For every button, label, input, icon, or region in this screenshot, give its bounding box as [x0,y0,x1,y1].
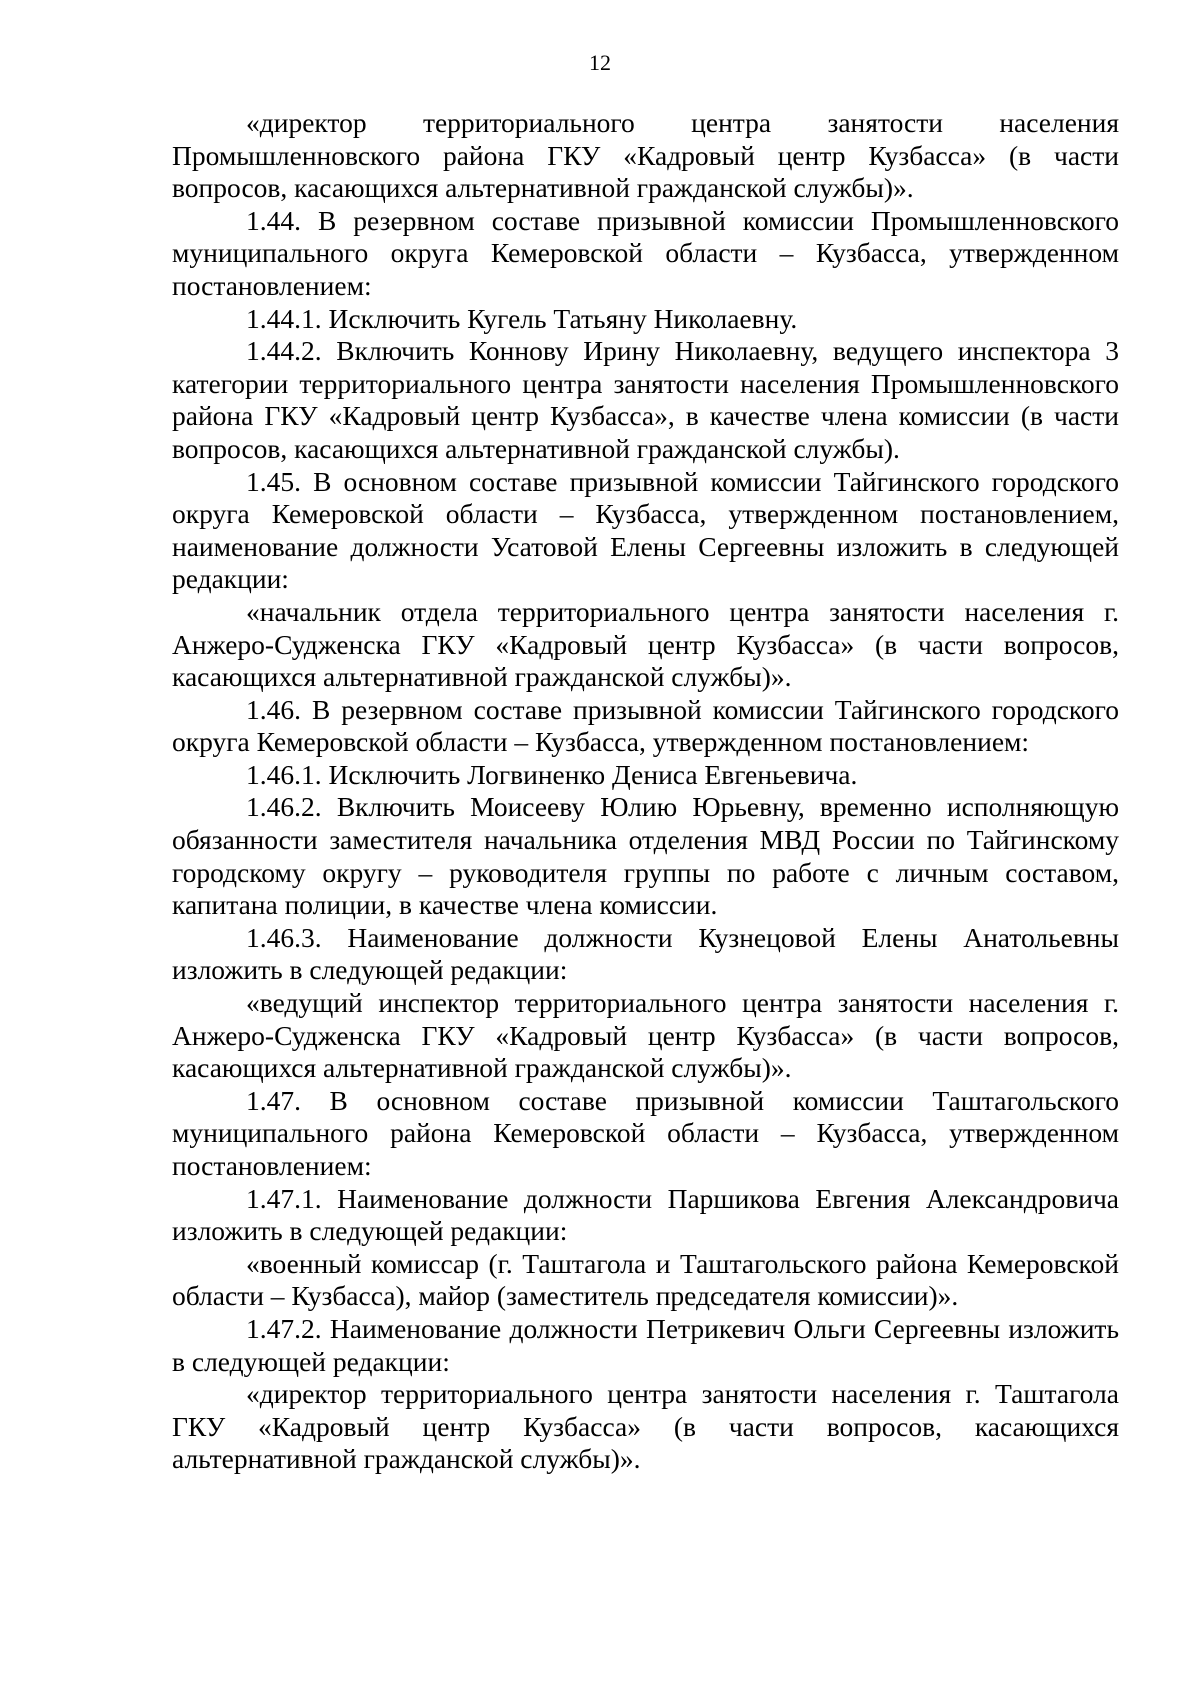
paragraph-military-commissar: «военный комиссар (г. Таштагола и Таштагольского района Кемеровской области – Кузбасса), майор (заместитель председателя комиссии)». [172,1247,1119,1312]
paragraph-1-46: 1.46. В резервном составе призывной комиссии Тайгинского городского округа Кемеровской области – Кузбасса, утвержденном постановлением: [172,693,1119,758]
paragraph-1-45: 1.45. В основном составе призывной комиссии Тайгинского городского округа Кемеровской области – Кузбасса, утвержденном постановлением, наименование должности Усатовой Елены Сергеевны изложить в следующей редакции: [172,465,1119,595]
paragraph-1-46-2: 1.46.2. Включить Моисееву Юлию Юрьевну, временно исполняющую обязанности заместителя начальника отделения МВД России по Тайгинскому городскому округу – руководителя группы по работе с личным составом, капитана полиции, в качестве члена комиссии. [172,791,1119,921]
paragraph-director-tashtagol: «директор территориального центра занятости населения г. Таштагола ГКУ «Кадровый центр Кузбасса» (в части вопросов, касающихся альтернативной гражданской службы)». [172,1378,1119,1475]
paragraph-director-promyshlennovsky: «директор территориального центра занятости населения Промышленновского района ГКУ «Кадровый центр Кузбасса» (в части вопросов, касающихся альтернативной гражданской службы)». [172,107,1119,204]
paragraph-head-of-department: «начальник отдела территориального центра занятости населения г. Анжеро-Судженска ГКУ «Кадровый центр Кузбасса» (в части вопросов, касающихся альтернативной гражданской службы)». [172,595,1119,693]
paragraph-1-44-1: 1.44.1. Исключить Кугель Татьяну Николаевну. [246,302,798,334]
page-number: 12 [589,50,611,75]
document-body [172,107,1119,1476]
paragraph-1-47: 1.47. В основном составе призывной комиссии Таштагольского муниципального района Кемеровской области – Кузбасса, утвержденном постановлением: [172,1084,1119,1181]
paragraph-1-44: 1.44. В резервном составе призывной комиссии Промышленновского муниципального округа Кемеровской области – Кузбасса, утвержденном постановлением: [172,204,1119,301]
paragraph-1-47-2: 1.47.2. Наименование должности Петрикевич Ольги Сергеевны изложить в следующей редакции: [172,1312,1119,1377]
paragraph-1-46-3: 1.46.3. Наименование должности Кузнецовой Елены Анатольевны изложить в следующей редакции: [172,921,1119,986]
paragraph-1-47-1: 1.47.1. Наименование должности Паршикова Евгения Александровича изложить в следующей редакции: [172,1182,1119,1247]
paragraph-1-46-1: 1.46.1. Исключить Логвиненко Дениса Евгеньевича. [246,758,858,790]
paragraph-lead-inspector: «ведущий инспектор территориального центра занятости населения г. Анжеро-Судженска ГКУ «Кадровый центр Кузбасса» (в части вопросов, касающихся альтернативной гражданской службы)». [172,987,1119,1084]
paragraph-1-44-2: 1.44.2. Включить Коннову Ирину Николаевну, ведущего инспектора 3 категории территориального центра занятости населения Промышленновского района ГКУ «Кадровый центр Кузбасса», в качестве члена комиссии (в части вопросов, касающихся альтернативной гражданской службы). [172,335,1119,464]
